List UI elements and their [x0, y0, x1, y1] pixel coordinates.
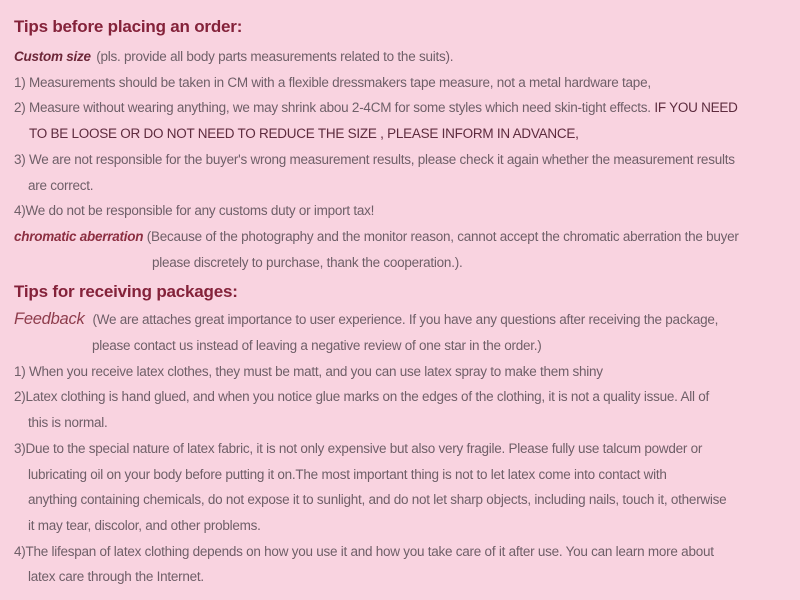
- text-segment-body: please discretely to purchase, thank the cooperation.).: [152, 254, 463, 270]
- text-line: [14, 462, 794, 488]
- text-segment-body: lubricating oil on your body before putting it on.The most important thing is not to let latex come into contact with: [28, 466, 667, 482]
- text-line: [14, 121, 794, 147]
- text-line: [14, 333, 794, 359]
- text-segment-body: latex care through the Internet.: [28, 569, 204, 585]
- text-segment-body: it may tear, discolor, and other problems.: [28, 517, 261, 533]
- text-segment-chromatic: chromatic aberration: [14, 228, 144, 244]
- text-line: [14, 147, 794, 173]
- text-segment-body: 1) Measurements should be taken in CM with a flexible dressmakers tape measure, not a metal hardware tape,: [14, 74, 651, 90]
- text-line: [14, 224, 794, 250]
- text-line: [14, 250, 794, 276]
- text-line: [14, 513, 794, 539]
- text-segment-body: please contact us instead of leaving a negative review of one star in the order.): [92, 338, 542, 354]
- text-segment-caps: TO BE LOOSE OR DO NOT NEED TO REDUCE THE SIZE , PLEASE INFORM IN ADVANCE,: [29, 126, 579, 142]
- text-line: [14, 487, 794, 513]
- section-body-receiving: [14, 307, 794, 590]
- text-line: [14, 564, 794, 590]
- section-body-ordering: [14, 44, 794, 275]
- text-line: [14, 539, 794, 565]
- text-segment-body: (We are attaches great importance to user experience. If you have any questions after receiving the package,: [92, 312, 719, 328]
- text-segment-body: 2)Latex clothing is hand glued, and when you notice glue marks on the edges of the clothing, it is not a quality issue. All of: [14, 389, 709, 405]
- text-segment-body: 1) When you receive latex clothes, they must be matt, and you can use latex spray to make them shiny: [14, 363, 603, 379]
- text-line: [14, 70, 794, 96]
- text-line: [14, 198, 794, 224]
- text-line: [14, 384, 794, 410]
- text-line: [14, 307, 794, 333]
- text-segment-body: 3)Due to the special nature of latex fabric, it is not only expensive but also very fragile. Please fully use talcum powder or: [14, 440, 703, 456]
- text-segment-body: anything containing chemicals, do not expose it to sunlight, and do not let sharp objects, including nails, touch it, otherwise: [28, 492, 727, 508]
- text-segment-feedback: Feedback: [14, 310, 85, 329]
- text-segment-body: (pls. provide all body parts measurements related to the suits).: [92, 49, 454, 64]
- section-heading-receiving: Tips for receiving packages:: [14, 282, 238, 302]
- text-line: [14, 436, 794, 462]
- text-segment-caps: IF YOU NEED: [654, 100, 738, 116]
- text-line: [14, 173, 794, 199]
- text-segment-body: are correct.: [28, 177, 94, 193]
- text-line: [14, 95, 794, 121]
- text-segment-body: 4)We do not be responsible for any customs duty or import tax!: [14, 203, 375, 219]
- section-heading-ordering: Tips before placing an order:: [14, 17, 243, 36]
- text-segment-body: 3) We are not responsible for the buyer's wrong measurement results, please check it again whether the measurement results: [14, 151, 735, 167]
- text-line: [14, 410, 794, 436]
- text-segment-body: (Because of the photography and the monitor reason, cannot accept the chromatic aberration the buyer: [143, 228, 739, 244]
- text-line: [14, 359, 794, 385]
- text-segment-body: this is normal.: [28, 415, 108, 431]
- text-line: [14, 44, 794, 70]
- text-segment-body: 2) Measure without wearing anything, we may shrink abou 2-4CM for some styles which need skin-tight effects.: [14, 100, 655, 116]
- text-segment-body: 4)The lifespan of latex clothing depends on how you use it and how you take care of it after use. You can learn more about: [14, 543, 714, 559]
- text-segment-custom: Custom size: [14, 49, 91, 64]
